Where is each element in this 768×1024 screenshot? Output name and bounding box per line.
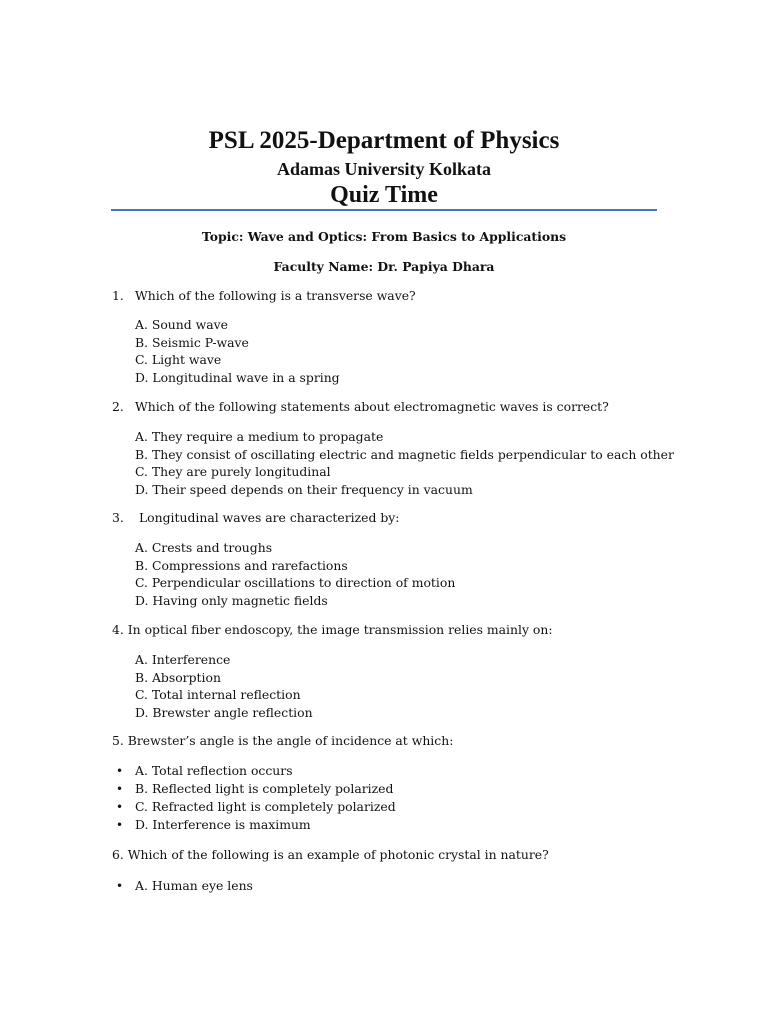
question-number: 6. bbox=[112, 847, 124, 862]
bullet-icon: • bbox=[116, 818, 124, 832]
option-a: A. Crests and troughs bbox=[135, 540, 273, 555]
question-number: 2. bbox=[112, 399, 124, 414]
option-d: • D. Interference is maximum bbox=[116, 817, 311, 832]
option-a: A. Sound wave bbox=[135, 317, 228, 332]
header-divider bbox=[111, 209, 657, 211]
option-c: • C. Refracted light is completely polarized bbox=[116, 799, 396, 814]
option-c: C. Total internal reflection bbox=[135, 687, 301, 703]
question-2 bbox=[112, 399, 609, 414]
option-b: B. Seismic P-wave bbox=[135, 334, 249, 350]
question-number: 4. bbox=[112, 622, 124, 637]
option-b: B. They consist of oscillating electric and magnetic fields perpendicular to each other bbox=[135, 446, 674, 462]
option-d: D. Longitudinal wave in a spring bbox=[135, 369, 340, 385]
option-b: B. Absorption bbox=[135, 669, 221, 685]
option-a: A. They require a medium to propagate bbox=[135, 429, 384, 444]
quiz-heading: Quiz Time bbox=[330, 182, 438, 208]
bullet-icon: • bbox=[116, 800, 124, 814]
option-b: B. Compressions and rarefactions bbox=[135, 557, 348, 573]
option-a: • A. Total reflection occurs bbox=[116, 763, 293, 778]
options-3 bbox=[135, 539, 455, 609]
faculty-line: Faculty Name: Dr. Papiya Dhara bbox=[273, 259, 495, 274]
question-text: Which of the following is a transverse wave? bbox=[135, 288, 416, 303]
question-text: Which of the following statements about electromagnetic waves is correct? bbox=[135, 399, 609, 414]
bullet-icon: • bbox=[116, 879, 124, 893]
question-3 bbox=[112, 510, 399, 525]
question-number: 3. bbox=[112, 510, 124, 525]
option-d: D. Having only magnetic fields bbox=[135, 592, 328, 608]
question-5 bbox=[112, 733, 453, 748]
question-text: Brewster’s angle is the angle of incidence at which: bbox=[127, 733, 454, 748]
university-name: Adamas University Kolkata bbox=[276, 159, 491, 179]
bullet-icon: • bbox=[116, 764, 124, 778]
option-b: • B. Reflected light is completely polarized bbox=[116, 781, 394, 796]
bullet-icon: • bbox=[116, 782, 124, 796]
options-2 bbox=[135, 428, 674, 498]
document-title: PSL 2025-Department of Physics bbox=[208, 127, 560, 154]
option-d: D. Brewster angle reflection bbox=[135, 704, 313, 720]
options-1 bbox=[135, 316, 340, 386]
options-5 bbox=[116, 762, 396, 834]
option-a: A. Interference bbox=[135, 652, 231, 667]
option-c: C. Light wave bbox=[135, 352, 222, 368]
document-header bbox=[0, 126, 768, 209]
options-6 bbox=[116, 877, 253, 895]
question-text: Longitudinal waves are characterized by: bbox=[135, 510, 400, 525]
option-c: C. They are purely longitudinal bbox=[135, 464, 331, 480]
topic-line: Topic: Wave and Optics: From Basics to Applications bbox=[201, 229, 567, 244]
question-text: Which of the following is an example of photonic crystal in nature? bbox=[127, 847, 549, 862]
question-4 bbox=[112, 622, 553, 637]
question-number: 5. bbox=[112, 733, 124, 748]
options-4 bbox=[135, 651, 313, 721]
option-d: D. Their speed depends on their frequency in vacuum bbox=[135, 481, 473, 497]
option-a: • A. Human eye lens bbox=[116, 878, 253, 893]
question-1 bbox=[112, 288, 416, 303]
option-c: C. Perpendicular oscillations to direction of motion bbox=[135, 575, 456, 591]
question-number: 1. bbox=[112, 288, 124, 303]
question-text: In optical fiber endoscopy, the image transmission relies mainly on: bbox=[127, 622, 553, 637]
question-6 bbox=[112, 847, 549, 862]
